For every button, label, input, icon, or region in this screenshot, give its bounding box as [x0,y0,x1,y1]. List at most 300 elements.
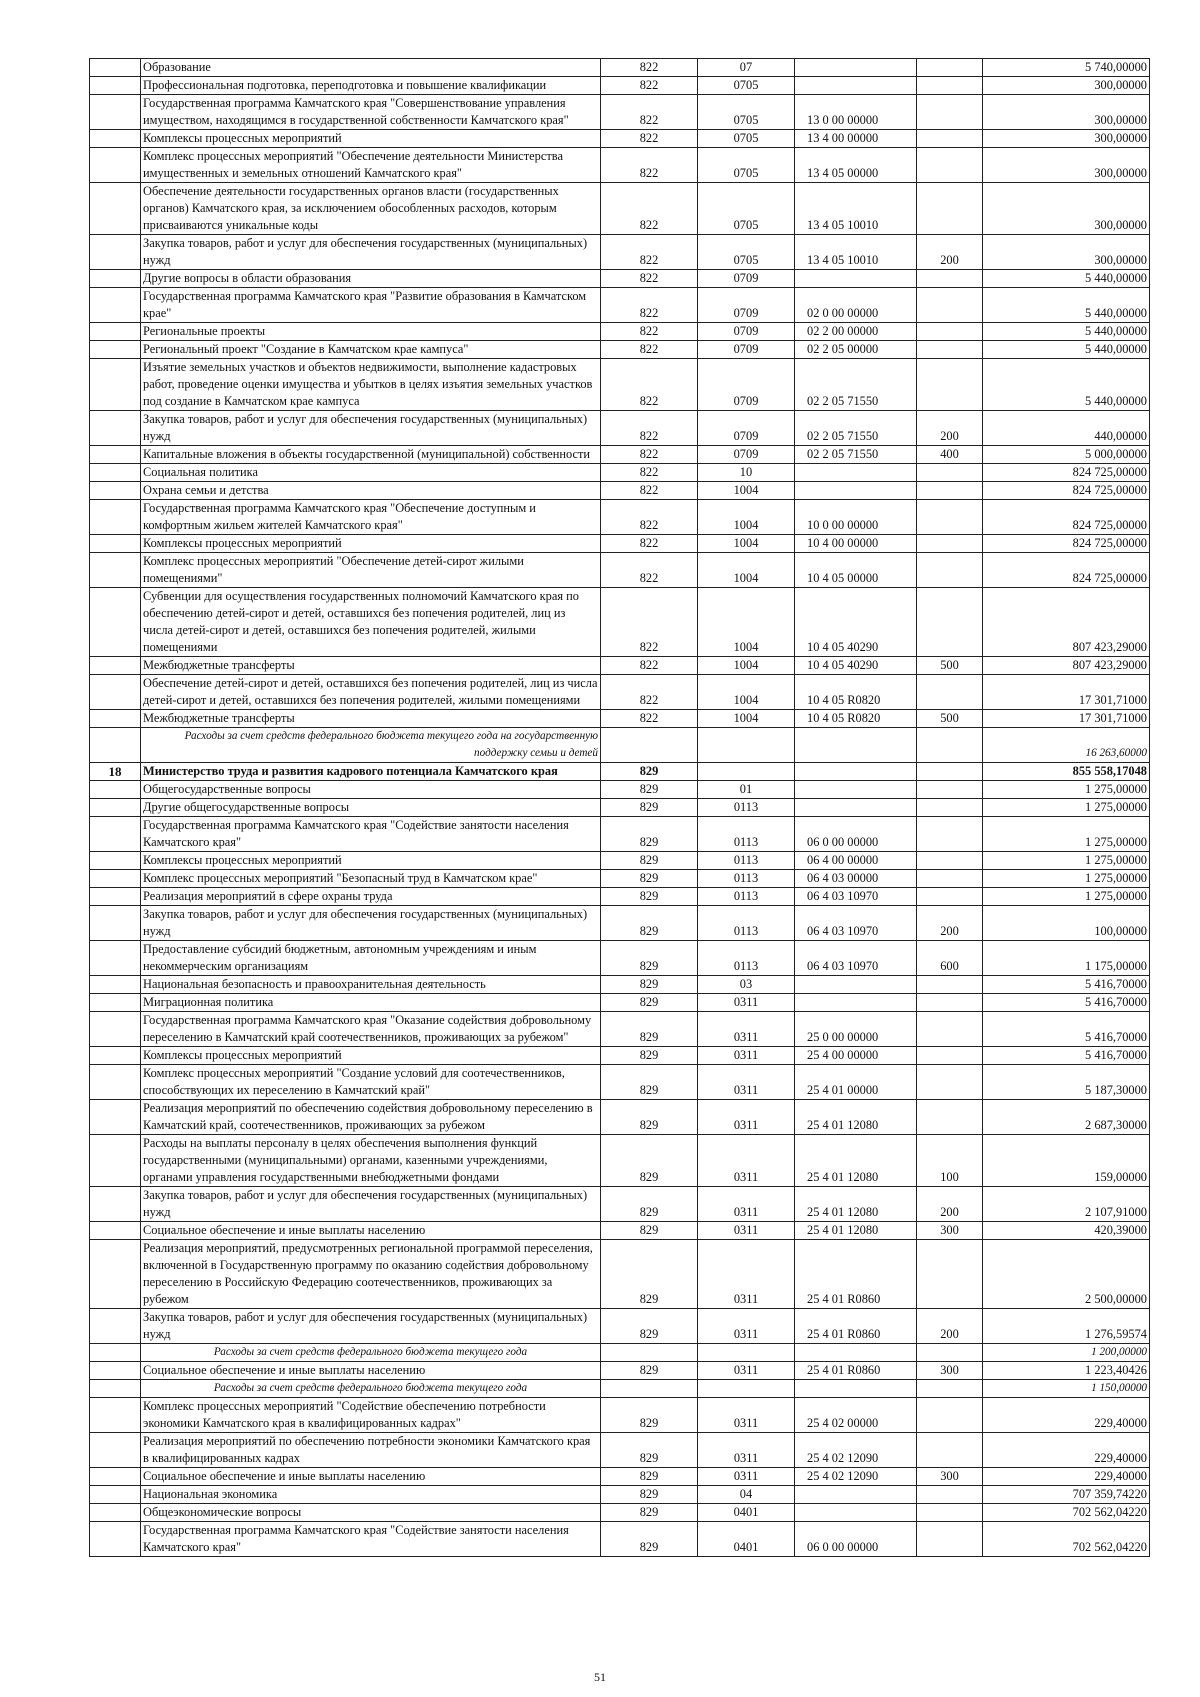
section-code-cell: 0311 [698,1047,795,1065]
amount-cell: 1 175,00000 [983,941,1150,976]
amount-cell: 824 725,00000 [983,500,1150,535]
row-number-cell [90,976,141,994]
section-code-cell: 0705 [698,183,795,235]
ministry-code-cell: 829 [601,1309,698,1344]
amount-cell: 17 301,71000 [983,675,1150,710]
ministry-code-cell: 822 [601,270,698,288]
expense-name-cell: Министерство труда и развития кадрового потенциала Камчатского края [141,763,601,781]
expense-type-code-cell [917,553,983,588]
target-article-code-cell: 06 4 03 10970 [795,941,917,976]
target-article-code-cell: 10 4 05 40290 [795,657,917,675]
expense-type-code-cell [917,870,983,888]
amount-cell: 5 416,70000 [983,1047,1150,1065]
expense-name-cell: Социальная политика [141,464,601,482]
table-row [90,1398,1150,1433]
amount-cell: 5 440,00000 [983,323,1150,341]
section-code-cell: 0401 [698,1504,795,1522]
section-code-cell: 07 [698,59,795,77]
row-number-cell [90,1135,141,1187]
row-number-cell [90,446,141,464]
section-code-cell: 0705 [698,235,795,270]
target-article-code-cell: 25 4 01 R0860 [795,1309,917,1344]
expense-type-code-cell: 600 [917,941,983,976]
amount-cell: 824 725,00000 [983,553,1150,588]
row-number-cell [90,817,141,852]
ministry-code-cell: 829 [601,941,698,976]
section-code-cell: 0113 [698,799,795,817]
target-article-code-cell: 25 0 00 00000 [795,1012,917,1047]
row-number-cell [90,1522,141,1557]
table-row [90,59,1150,77]
row-number-cell [90,1187,141,1222]
expense-type-code-cell [917,1380,983,1398]
amount-cell: 300,00000 [983,77,1150,95]
table-row [90,1047,1150,1065]
amount-cell: 440,00000 [983,411,1150,446]
target-article-code-cell: 13 4 00 00000 [795,130,917,148]
target-article-code-cell: 13 4 05 10010 [795,235,917,270]
expense-type-code-cell: 500 [917,710,983,728]
amount-cell: 5 187,30000 [983,1065,1150,1100]
expense-name-cell: Профессиональная подготовка, переподготовка и повышение квалификации [141,77,601,95]
ministry-code-cell: 829 [601,763,698,781]
ministry-code-cell: 829 [601,1504,698,1522]
ministry-code-cell: 822 [601,411,698,446]
target-article-code-cell: 02 2 05 71550 [795,359,917,411]
table-row [90,799,1150,817]
expense-type-code-cell: 200 [917,1187,983,1222]
row-number-cell [90,95,141,130]
section-code-cell: 0709 [698,359,795,411]
section-code-cell: 0311 [698,1398,795,1433]
row-number-cell [90,588,141,657]
ministry-code-cell: 829 [601,799,698,817]
target-article-code-cell: 10 4 00 00000 [795,535,917,553]
amount-cell: 229,40000 [983,1468,1150,1486]
expense-name-cell: Региональные проекты [141,323,601,341]
expense-type-code-cell [917,994,983,1012]
expense-name-cell: Охрана семьи и детства [141,482,601,500]
target-article-code-cell [795,1504,917,1522]
target-article-code-cell [795,728,917,763]
ministry-code-cell: 829 [601,1398,698,1433]
expense-name-cell: Национальная экономика [141,1486,601,1504]
expense-name-cell: Закупка товаров, работ и услуг для обеспечения государственных (муниципальных) нужд [141,906,601,941]
ministry-code-cell: 822 [601,535,698,553]
table-row [90,906,1150,941]
target-article-code-cell: 02 0 00 00000 [795,288,917,323]
expense-name-cell: Комплекс процессных мероприятий "Обеспечение деятельности Министерства имущественных и земельных отношений Камчатского края" [141,148,601,183]
expense-type-code-cell [917,976,983,994]
row-number-cell [90,675,141,710]
row-number-cell [90,1486,141,1504]
section-code-cell: 0113 [698,888,795,906]
ministry-code-cell: 822 [601,288,698,323]
section-code-cell: 0311 [698,1362,795,1380]
amount-cell: 300,00000 [983,130,1150,148]
section-code-cell: 0311 [698,1222,795,1240]
section-code-cell: 0113 [698,941,795,976]
row-number-cell [90,535,141,553]
table-row [90,1222,1150,1240]
table-row [90,994,1150,1012]
row-number-cell [90,728,141,763]
table-row [90,1065,1150,1100]
table-row [90,1504,1150,1522]
expense-name-cell: Другие вопросы в области образования [141,270,601,288]
ministry-code-cell: 829 [601,1100,698,1135]
table-row [90,852,1150,870]
row-number-cell [90,1362,141,1380]
expense-type-code-cell: 400 [917,446,983,464]
expense-name-cell: Реализация мероприятий, предусмотренных региональной программой переселения, включенной в Государственную программу по оказанию содействия добровольному переселению в Российскую Федерацию соотечественников, проживающих за рубежом [141,1240,601,1309]
amount-cell: 824 725,00000 [983,464,1150,482]
ministry-code-cell: 822 [601,675,698,710]
table-row [90,270,1150,288]
table-row [90,763,1150,781]
amount-cell: 702 562,04220 [983,1522,1150,1557]
section-code-cell: 0705 [698,148,795,183]
table-row [90,482,1150,500]
ministry-code-cell: 829 [601,1240,698,1309]
section-code-cell: 0311 [698,1065,795,1100]
section-code-cell: 1004 [698,710,795,728]
amount-cell: 1 275,00000 [983,888,1150,906]
target-article-code-cell [795,77,917,95]
expense-type-code-cell [917,763,983,781]
expense-name-cell: Субвенции для осуществления государственных полномочий Камчатского края по обеспечению детей-сирот и детей, оставшихся без попечения родителей, лиц из числа детей-сирот и детей, оставшихся без попечения родителей, жилыми помещениями [141,588,601,657]
expense-name-cell: Закупка товаров, работ и услуг для обеспечения государственных (муниципальных) нужд [141,1309,601,1344]
expense-name-cell: Комплексы процессных мероприятий [141,852,601,870]
row-number-cell [90,710,141,728]
table-row [90,288,1150,323]
target-article-code-cell: 10 4 05 R0820 [795,710,917,728]
amount-cell: 300,00000 [983,95,1150,130]
ministry-code-cell: 822 [601,323,698,341]
target-article-code-cell: 02 2 00 00000 [795,323,917,341]
target-article-code-cell: 10 0 00 00000 [795,500,917,535]
target-article-code-cell: 13 4 05 00000 [795,148,917,183]
ministry-code-cell: 822 [601,235,698,270]
expense-name-cell: Межбюджетные трансферты [141,657,601,675]
section-code-cell: 0705 [698,95,795,130]
amount-cell: 1 275,00000 [983,870,1150,888]
expense-name-cell: Комплексы процессных мероприятий [141,130,601,148]
expense-name-cell: Расходы на выплаты персоналу в целях обеспечения выполнения функций государственными (муниципальными) органами, казенными учреждениями, органами управления государственными внебюджетными фондами [141,1135,601,1187]
target-article-code-cell [795,59,917,77]
ministry-code-cell: 822 [601,500,698,535]
ministry-code-cell: 822 [601,95,698,130]
section-code-cell [698,728,795,763]
amount-cell: 1 200,00000 [983,1344,1150,1362]
expense-type-code-cell: 200 [917,906,983,941]
amount-cell: 5 440,00000 [983,288,1150,323]
target-article-code-cell: 25 4 00 00000 [795,1047,917,1065]
ministry-code-cell: 822 [601,588,698,657]
table-row [90,500,1150,535]
row-number-cell [90,77,141,95]
section-code-cell: 0705 [698,77,795,95]
section-code-cell: 0311 [698,1012,795,1047]
table-row [90,1486,1150,1504]
row-number-cell [90,148,141,183]
expense-name-cell: Социальное обеспечение и иные выплаты населению [141,1468,601,1486]
expense-name-cell: Закупка товаров, работ и услуг для обеспечения государственных (муниципальных) нужд [141,411,601,446]
expense-type-code-cell [917,500,983,535]
target-article-code-cell: 02 2 05 71550 [795,411,917,446]
expense-type-code-cell: 100 [917,1135,983,1187]
row-number-cell [90,235,141,270]
expense-name-cell: Государственная программа Камчатского края "Содействие занятости населения Камчатского края" [141,1522,601,1557]
section-code-cell: 0709 [698,446,795,464]
target-article-code-cell: 25 4 02 00000 [795,1398,917,1433]
expense-name-cell: Другие общегосударственные вопросы [141,799,601,817]
ministry-code-cell [601,728,698,763]
target-article-code-cell [795,994,917,1012]
amount-cell: 824 725,00000 [983,482,1150,500]
table-row [90,341,1150,359]
ministry-code-cell: 822 [601,657,698,675]
expense-type-code-cell [917,1522,983,1557]
expense-name-cell: Комплекс процессных мероприятий "Безопасный труд в Камчатском крае" [141,870,601,888]
section-code-cell: 1004 [698,588,795,657]
ministry-code-cell: 822 [601,553,698,588]
row-number-cell [90,1398,141,1433]
row-number-cell [90,799,141,817]
expense-type-code-cell [917,359,983,411]
amount-cell: 807 423,29000 [983,657,1150,675]
table-row [90,77,1150,95]
target-article-code-cell: 25 4 01 R0860 [795,1362,917,1380]
section-code-cell: 0709 [698,323,795,341]
ministry-code-cell: 829 [601,1065,698,1100]
row-number-cell [90,553,141,588]
expense-type-code-cell [917,482,983,500]
expense-type-code-cell [917,817,983,852]
target-article-code-cell: 02 2 05 71550 [795,446,917,464]
ministry-code-cell: 822 [601,148,698,183]
ministry-code-cell: 822 [601,77,698,95]
row-number-cell [90,906,141,941]
section-code-cell: 1004 [698,675,795,710]
expense-name-cell: Реализация мероприятий по обеспечению содействия добровольному переселению в Камчатский край, соотечественников, проживающих за рубежом [141,1100,601,1135]
table-row [90,1187,1150,1222]
target-article-code-cell: 10 4 05 40290 [795,588,917,657]
amount-cell: 1 150,00000 [983,1380,1150,1398]
amount-cell: 824 725,00000 [983,535,1150,553]
amount-cell: 1 275,00000 [983,799,1150,817]
expense-type-code-cell [917,852,983,870]
row-number-cell [90,1433,141,1468]
expense-name-cell: Расходы за счет средств федерального бюджета текущего года [141,1344,601,1362]
expense-name-cell: Предоставление субсидий бюджетным, автономным учреждениям и иным некоммерческим организациям [141,941,601,976]
table-row [90,1468,1150,1486]
expense-type-code-cell [917,270,983,288]
row-number-cell [90,1012,141,1047]
target-article-code-cell [795,763,917,781]
section-code-cell: 0709 [698,411,795,446]
expense-name-cell: Государственная программа Камчатского края "Обеспечение доступным и комфортным жильем жителей Камчатского края" [141,500,601,535]
expense-name-cell: Миграционная политика [141,994,601,1012]
section-code-cell: 0113 [698,870,795,888]
ministry-code-cell: 822 [601,464,698,482]
row-number-cell [90,130,141,148]
section-code-cell: 1004 [698,553,795,588]
section-code-cell: 0311 [698,1433,795,1468]
target-article-code-cell: 25 4 02 12090 [795,1468,917,1486]
expense-type-code-cell [917,183,983,235]
ministry-code-cell: 829 [601,1486,698,1504]
section-code-cell: 1004 [698,482,795,500]
ministry-code-cell: 829 [601,1362,698,1380]
expense-name-cell: Закупка товаров, работ и услуг для обеспечения государственных (муниципальных) нужд [141,1187,601,1222]
table-row [90,888,1150,906]
row-number-cell [90,888,141,906]
table-row [90,710,1150,728]
ministry-code-cell [601,1380,698,1398]
expense-name-cell: Комплексы процессных мероприятий [141,535,601,553]
ministry-code-cell: 822 [601,130,698,148]
target-article-code-cell [795,482,917,500]
amount-cell: 5 000,00000 [983,446,1150,464]
expense-type-code-cell [917,1344,983,1362]
table-row [90,446,1150,464]
expense-name-cell: Расходы за счет средств федерального бюджета текущего года [141,1380,601,1398]
target-article-code-cell: 06 4 03 00000 [795,870,917,888]
ministry-code-cell: 829 [601,852,698,870]
expense-type-code-cell: 200 [917,1309,983,1344]
target-article-code-cell: 25 4 01 00000 [795,1065,917,1100]
table-row [90,148,1150,183]
expense-name-cell: Межбюджетные трансферты [141,710,601,728]
section-code-cell [698,1380,795,1398]
row-number-cell [90,1065,141,1100]
table-row [90,1344,1150,1362]
expense-type-code-cell [917,888,983,906]
amount-cell: 5 416,70000 [983,976,1150,994]
expense-type-code-cell [917,728,983,763]
expense-name-cell: Обеспечение деятельности государственных органов власти (государственных органов) Камчатского края, за исключением обособленных расходов, которым присваиваются уникальные коды [141,183,601,235]
amount-cell: 5 740,00000 [983,59,1150,77]
table-row [90,728,1150,763]
section-code-cell: 0113 [698,852,795,870]
target-article-code-cell: 06 0 00 00000 [795,1522,917,1557]
expense-type-code-cell [917,535,983,553]
table-row [90,183,1150,235]
ministry-code-cell [601,1344,698,1362]
row-number-cell [90,1100,141,1135]
expense-type-code-cell: 300 [917,1468,983,1486]
section-code-cell: 01 [698,781,795,799]
ministry-code-cell: 822 [601,341,698,359]
expense-type-code-cell: 200 [917,411,983,446]
expense-type-code-cell [917,675,983,710]
row-number-cell [90,359,141,411]
row-number-cell [90,657,141,675]
expense-type-code-cell [917,95,983,130]
row-number-cell [90,270,141,288]
target-article-code-cell: 25 4 01 12080 [795,1135,917,1187]
section-code-cell: 1004 [698,535,795,553]
target-article-code-cell: 10 4 05 00000 [795,553,917,588]
row-number-cell [90,323,141,341]
amount-cell: 5 440,00000 [983,341,1150,359]
target-article-code-cell: 06 4 00 00000 [795,852,917,870]
table-row [90,870,1150,888]
ministry-code-cell: 822 [601,710,698,728]
section-code-cell: 0311 [698,1309,795,1344]
table-row [90,235,1150,270]
row-number-cell [90,341,141,359]
ministry-code-cell: 829 [601,1187,698,1222]
target-article-code-cell: 02 2 05 00000 [795,341,917,359]
amount-cell: 1 275,00000 [983,852,1150,870]
expense-name-cell: Комплекс процессных мероприятий "Создание условий для соотечественников, способствующих их переселению в Камчатский край" [141,1065,601,1100]
amount-cell: 5 416,70000 [983,994,1150,1012]
target-article-code-cell: 25 4 01 12080 [795,1100,917,1135]
row-number-cell [90,1504,141,1522]
target-article-code-cell: 13 4 05 10010 [795,183,917,235]
expense-type-code-cell [917,1504,983,1522]
expense-name-cell: Государственная программа Камчатского края "Развитие образования в Камчатском крае" [141,288,601,323]
target-article-code-cell [795,1486,917,1504]
amount-cell: 2 107,91000 [983,1187,1150,1222]
table-row [90,1100,1150,1135]
expense-name-cell: Комплекс процессных мероприятий "Содействие обеспечению потребности экономики Камчатского края в квалифицированных кадрах" [141,1398,601,1433]
target-article-code-cell: 10 4 05 R0820 [795,675,917,710]
expense-name-cell: Реализация мероприятий по обеспечению потребности экономики Камчатского края в квалифицированных кадрах [141,1433,601,1468]
table-row [90,941,1150,976]
section-code-cell: 0401 [698,1522,795,1557]
amount-cell: 1 276,59574 [983,1309,1150,1344]
target-article-code-cell [795,270,917,288]
section-code-cell: 0709 [698,341,795,359]
section-code-cell: 0113 [698,817,795,852]
expense-type-code-cell [917,77,983,95]
expense-name-cell: Общеэкономические вопросы [141,1504,601,1522]
table-row [90,675,1150,710]
target-article-code-cell [795,1380,917,1398]
ministry-code-cell: 822 [601,446,698,464]
section-code-cell: 10 [698,464,795,482]
target-article-code-cell: 06 4 03 10970 [795,888,917,906]
expense-type-code-cell [917,1433,983,1468]
amount-cell: 229,40000 [983,1398,1150,1433]
row-number-cell [90,411,141,446]
amount-cell: 807 423,29000 [983,588,1150,657]
row-number-cell [90,1240,141,1309]
ministry-code-cell: 822 [601,59,698,77]
ministry-code-cell: 829 [601,1047,698,1065]
section-code-cell: 03 [698,976,795,994]
table-row [90,1380,1150,1398]
amount-cell: 1 275,00000 [983,781,1150,799]
table-row [90,95,1150,130]
row-number-cell [90,781,141,799]
target-article-code-cell [795,781,917,799]
row-number-cell [90,1468,141,1486]
expense-type-code-cell [917,130,983,148]
row-number-cell [90,852,141,870]
target-article-code-cell [795,464,917,482]
row-number-cell [90,870,141,888]
expense-type-code-cell: 300 [917,1222,983,1240]
expense-type-code-cell: 500 [917,657,983,675]
expense-name-cell: Государственная программа Камчатского края "Содействие занятости населения Камчатского края" [141,817,601,852]
expense-name-cell: Социальное обеспечение и иные выплаты населению [141,1222,601,1240]
table-row [90,588,1150,657]
expense-name-cell: Образование [141,59,601,77]
